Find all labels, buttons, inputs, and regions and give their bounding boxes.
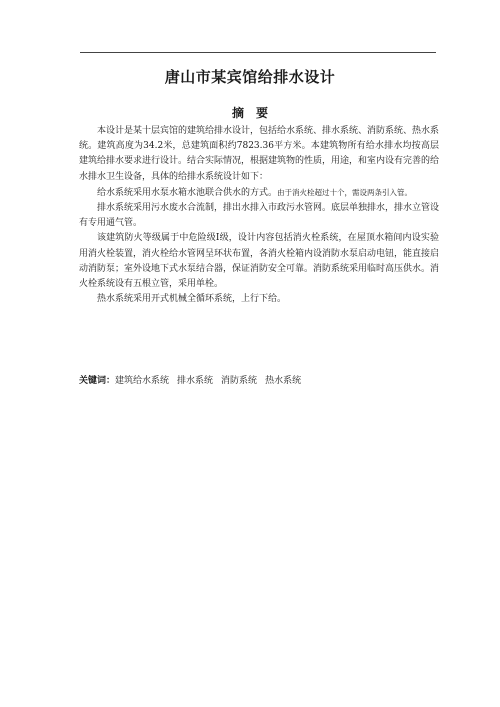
paragraph-fire-protection: 该建筑防火等级属于中危险级Ⅰ级，设计内容包括消火栓系统，在屋顶水箱间内设实验用消火栓装置，消火栓给水管网呈环状布置，各消火栓箱内设消防水泵启动电钮，能直接启动消防泵；室外设地下式水泵结合器，保证消防安全可靠。消防系统采用临时高压供水。消火栓系统设有五根立管，采用单栓。: [79, 233, 440, 290]
paragraph-hot-water: 热水系统采用开式机械全循环系统，上行下给。: [97, 294, 287, 305]
header-rule: [80, 52, 436, 53]
keywords-label: 关键词：: [79, 376, 116, 386]
keyword-item: 消防系统: [221, 376, 258, 386]
paragraph-overview: 本设计是某十层宾馆的建筑给排水设计，包括给水系统、排水系统、消防系统、热水系统。建筑高度为34.2米，总建筑面积约7823.36平方米。本建筑物所有给水排水均按高层建筑给排水要求进行设计。结合实际情况，根据建筑物的性质，用途，和室内设有完善的给水排水卫生设备，具体的给排水系统设计如下：: [79, 126, 440, 182]
paragraph-water-supply: [79, 185, 439, 201]
water-supply-note: 由于消火栓超过十个，需设两条引入管。: [277, 187, 413, 197]
document-title: 唐山市某宾馆给排水设计: [164, 68, 336, 86]
paragraph-drainage: 排水系统采用污水废水合流制，排出水排入市政污水管网。底层单独排水，排水立管设有专用通气管。: [79, 203, 440, 229]
abstract-heading: 摘 要: [231, 106, 268, 120]
keywords-line: [79, 374, 439, 389]
keyword-item: 建筑给水系统: [115, 376, 170, 386]
abstract-body: [79, 124, 439, 307]
keyword-item: 排水系统: [177, 376, 214, 386]
water-supply-text: 给水系统采用水泵水箱水池联合供水的方式。: [97, 187, 278, 198]
keyword-item: 热水系统: [265, 376, 302, 386]
